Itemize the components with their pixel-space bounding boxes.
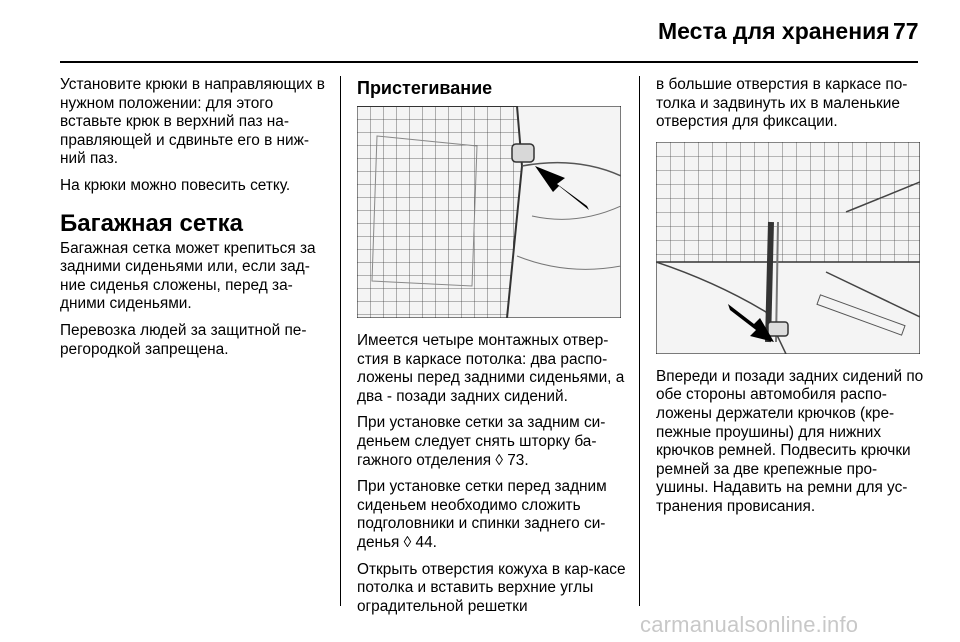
page-header: [0, 0, 960, 60]
column-3: [656, 76, 928, 525]
paragraph: Впереди и позади задних сидений по обе стороны автомобиля распо-ложены держатели крючков (кре-пежные проушины) для нижних крючков ремней. Подвесить крючки ремней за две крепежные про-ушины. Надавить на ремни для ус-транения провисания.: [656, 367, 924, 515]
section-heading: Багажная сетка: [60, 209, 243, 237]
column-2: [357, 76, 629, 624]
column-divider-1: [340, 76, 341, 606]
page-number: 77: [893, 18, 919, 44]
floor-eyelet-illustration: [656, 142, 920, 354]
paragraph: При установке сетки перед задним сиденьем необходимо сложить подголовники и спинки заднего си-денья ◊ 44.: [357, 478, 607, 551]
paragraph: При установке сетки за задним си-деньем следует снять шторку ба-гажного отделения ◊ 73.: [357, 414, 606, 469]
column-divider-2: [639, 76, 640, 606]
paragraph: Установите крюки в направляющих в нужном положении: для этого вставьте крюк в верхний паз на-правляющей и сдвиньте его в ниж-ний паз.: [60, 76, 325, 168]
subheading: Пристегивание: [357, 78, 493, 98]
paragraph: Открыть отверстия кожуха в кар-касе потолка и вставить верхние углы оградительной решетки: [357, 560, 626, 615]
paragraph: На крюки можно повесить сетку.: [60, 176, 291, 194]
roof-mount-illustration: [357, 106, 621, 318]
watermark: carmanualsonline.info: [640, 612, 859, 637]
page-title: Места для хранения: [658, 18, 890, 44]
paragraph: Багажная сетка может крепиться за задними сиденьями или, если зад-ние сиденья сложены, перед за-дними сиденьями.: [60, 239, 316, 313]
paragraph: в большие отверстия в каркасе по-толка и задвинуть их в маленькие отверстия для фиксации.: [656, 76, 908, 131]
header-rule: [60, 61, 918, 63]
paragraph: Имеется четыре монтажных отвер-стия в каркасе потолка: два распо-ложены перед задними сиденьями, а два - позади задних сидений.: [357, 332, 625, 405]
column-1: [60, 76, 332, 367]
paragraph: Перевозка людей за защитной пе-регородкой запрещена.: [60, 321, 307, 358]
